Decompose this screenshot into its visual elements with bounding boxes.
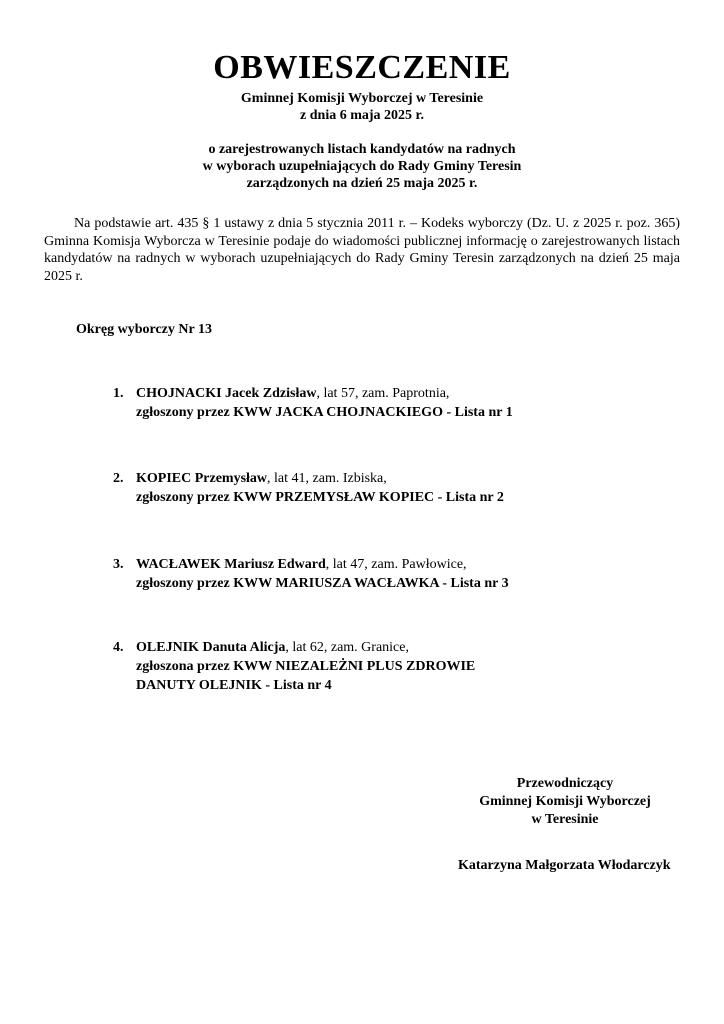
candidate-submitted-by: zgłoszona przez KWW NIEZALEŻNI PLUS ZDROWIE: [136, 659, 476, 674]
candidate-item: [113, 638, 693, 695]
candidate-name: CHOJNACKI Jacek Zdzisław: [136, 386, 317, 401]
candidate-details: , lat 62, zam. Granice,: [285, 640, 409, 655]
candidate-number: 3.: [113, 557, 124, 572]
candidate-submitted-by: zgłoszony przez KWW MARIUSZA WACŁAWKA - Lista nr 3: [136, 576, 509, 591]
candidate-number: 2.: [113, 471, 124, 486]
signature-place: w Teresinie: [531, 812, 599, 827]
candidate-name: WACŁAWEK Mariusz Edward: [136, 557, 326, 572]
candidate-number: 1.: [113, 386, 124, 401]
candidate-details: , lat 57, zam. Paprotnia,: [316, 386, 450, 401]
subject-line-3: zarządzonych na dzień 25 maja 2025 r.: [246, 176, 478, 191]
candidate-item: [113, 555, 693, 593]
candidate-number: 4.: [113, 640, 124, 655]
signature-body: Gminnej Komisji Wyborczej: [479, 794, 651, 809]
intro-paragraph: Na podstawie art. 435 § 1 ustawy z dnia 5 stycznia 2011 r. – Kodeks wyborczy (Dz. U. z 2025 r. poz. 365) Gminna Komisja Wyborcza w Teresinie podaje do wiadomości publicznej informację o zarejestrowanych listach kandydatów na radnych w wyborach uzupełniających do Rady Gminy Teresin zarządzonych na dzień 25 maja 2025 r.: [44, 216, 680, 284]
signature-role: Przewodniczący: [516, 776, 614, 791]
candidate-details: , lat 41, zam. Izbiska,: [267, 471, 387, 486]
issuer-line: Gminnej Komisji Wyborczej w Teresinie: [240, 91, 484, 106]
signer-name: Katarzyna Małgorzata Włodarczyk: [458, 858, 671, 873]
subject-line-2: w wyborach uzupełniających do Rady Gminy Teresin: [202, 159, 522, 174]
candidate-submitted-by: zgłoszony przez KWW PRZEMYSŁAW KOPIEC - Lista nr 2: [136, 490, 504, 505]
issue-date: z dnia 6 maja 2025 r.: [300, 108, 424, 123]
candidate-name: KOPIEC Przemysław: [136, 471, 268, 486]
candidate-item: [113, 384, 693, 422]
district-heading: Okręg wyborczy Nr 13: [76, 322, 212, 337]
candidate-submitted-by: zgłoszony przez KWW JACKA CHOJNACKIEGO - Lista nr 1: [136, 405, 513, 420]
candidate-details: , lat 47, zam. Pawłowice,: [325, 557, 467, 572]
document-title: OBWIESZCZENIE: [213, 49, 511, 86]
candidate-name: OLEJNIK Danuta Alicja: [136, 640, 286, 655]
subject-line-1: o zarejestrowanych listach kandydatów na radnych: [208, 142, 516, 157]
candidate-item: [113, 469, 693, 507]
candidate-submitted-by-cont: DANUTY OLEJNIK - Lista nr 4: [136, 678, 332, 693]
